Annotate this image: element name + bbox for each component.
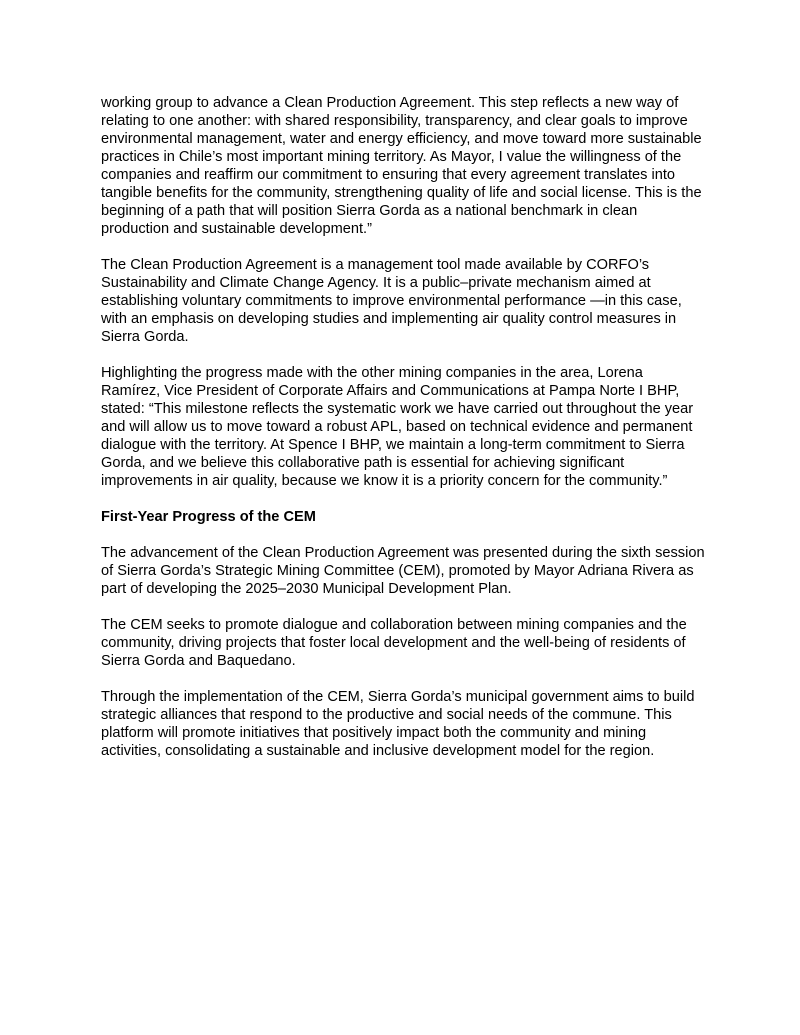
paragraph-cem-purpose: The CEM seeks to promote dialogue and collaboration between mining companies and the community, driving projects that foster local development and the well-being of residents of Sierra Gorda and Baquedano. xyxy=(101,617,687,669)
paragraph-bhp-statement: Highlighting the progress made with the other mining companies in the area, Lorena Ramírez, Vice President of Corporate Affairs and Communications at Pampa Norte I BHP, stated: “This milestone reflects the systematic work we have carried out throughout the year and will allow us to move toward a robust APL, based on technical evidence and permanent dialogue with the territory. At Spence I BHP, we maintain a long-term commitment to Sierra Gorda, and we believe this collaborative path is essential for achieving significant improvements in air quality, because we know it is a priority concern for the community.” xyxy=(101,365,694,489)
paragraph-cem-implementation: Through the implementation of the CEM, Sierra Gorda’s municipal government aims to build strategic alliances that respond to the productive and social needs of the commune. This platform will promote initiatives that positively impact both the community and mining activities, consolidating a sustainable and inclusive development model for the region. xyxy=(101,689,695,759)
section-heading: First-Year Progress of the CEM xyxy=(101,509,316,525)
paragraph-quote-continuation: working group to advance a Clean Production Agreement. This step reflects a new way of relating to one another: with shared responsibility, transparency, and clear goals to improve environmental management, water and energy efficiency, and move toward more sustainable practices in Chile’s most important mining territory. As Mayor, I value the willingness of the companies and reaffirm our commitment to ensuring that every agreement translates into tangible benefits for the community, strengthening quality of life and social license. This is the beginning of a path that will position Sierra Gorda as a national benchmark in clean production and sustainable development.” xyxy=(101,95,702,237)
paragraph-cem-session: The advancement of the Clean Production Agreement was presented during the sixth session of Sierra Gorda’s Strategic Mining Committee (CEM), promoted by Mayor Adriana Rivera as part of developing the 2025–2030 Municipal Development Plan. xyxy=(101,545,705,597)
document-page xyxy=(101,94,705,778)
paragraph-apl-definition: The Clean Production Agreement is a management tool made available by CORFO’s Sustainability and Climate Change Agency. It is a public–private mechanism aimed at establishing voluntary commitments to improve environmental performance —in this case, with an emphasis on developing studies and implementing air quality control measures in Sierra Gorda. xyxy=(101,257,682,345)
